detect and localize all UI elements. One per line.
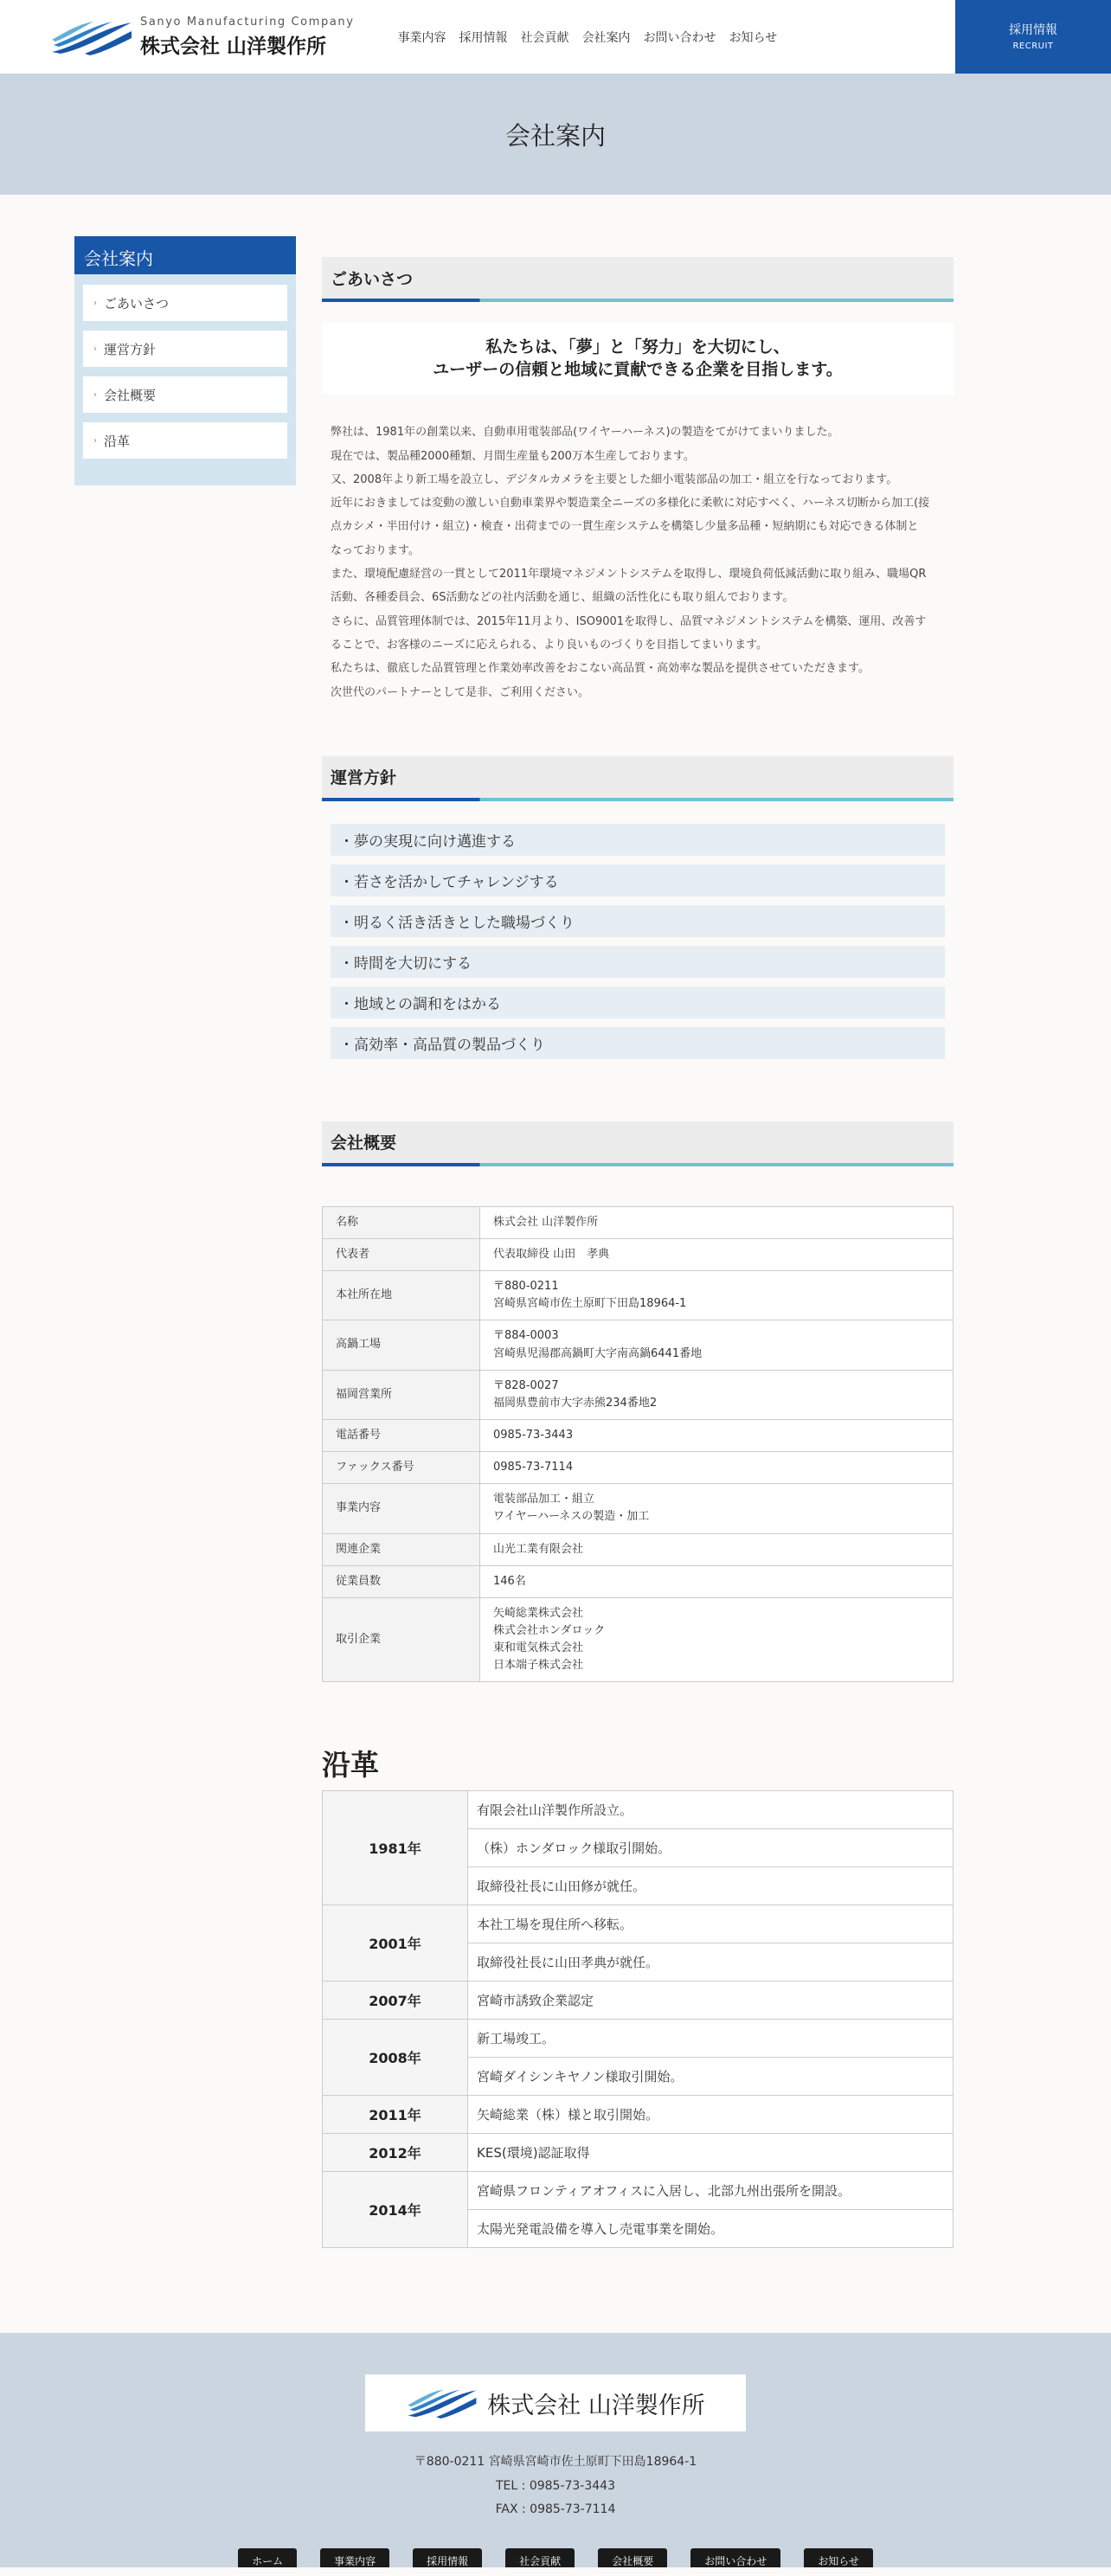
outline-value-line: 株式会社ホンダロック [493,1623,606,1637]
outline-row [323,1597,954,1682]
history-year: 2007年 [323,1982,468,2020]
company-logo-mark [406,2387,478,2419]
sidebar-item-greeting[interactable] [83,285,287,321]
history-row [323,2134,954,2172]
footer-logo[interactable] [365,2374,746,2431]
policy-item: ・若さを活かしてチャレンジする [331,864,945,896]
outline-table [322,1206,954,1683]
main-content [322,236,954,2248]
greeting-line: 近年におきましては変動の激しい自動車業界や製造業全ニーズの多様化に柔軟に対応すべく、ハーネス切断から加工(接 [331,497,930,511]
outline-value-line: 〒884-0003 [493,1329,559,1343]
outline-label: 名称 [323,1206,480,1238]
history-year: 2014年 [323,2172,468,2248]
history-event: 宮崎ダイシンキヤノン様取引開始。 [468,2058,954,2096]
outline-heading: 会社概要 [322,1121,954,1163]
outline-label: 関連企業 [323,1533,480,1565]
sidebar-item-outline[interactable] [83,376,287,413]
page-title-band [0,74,1111,195]
greeting-line: さらに、品質管理体制では、2015年11月より、ISO9001を取得し、品質マネジメントシステムを構築、運用、改善す [331,614,927,628]
history-event: （株）ホンダロック様取引開始。 [468,1829,954,1867]
logo-company-name: 株式会社 山洋製作所 [140,35,327,58]
outline-value [480,1452,954,1484]
greeting-heading: ごあいさつ [322,257,954,299]
policy-item: ・夢の実現に向け邁進する [331,824,945,856]
history-year: 2011年 [323,2096,468,2134]
recruit-button-sub: RECRUIT [1012,42,1054,51]
history-year: 1981年 [323,1791,468,1905]
outline-label: 代表者 [323,1238,480,1270]
sidebar-item-history[interactable] [83,422,287,459]
outline-label: ファックス番号 [323,1452,480,1484]
outline-row [323,1484,954,1533]
chevron-right-icon: › [93,298,97,308]
history-row [323,1905,954,1943]
history-row [323,2096,954,2134]
site-footer [0,2333,1111,2567]
policy-item: ・時間を大切にする [331,946,945,978]
outline-value-line: 宮崎県児湯郡高鍋町大字南高鍋6441番地 [493,1346,703,1360]
site-header [0,0,1111,74]
site-logo[interactable] [50,16,355,59]
outline-value [480,1238,954,1270]
sidebar-title: 会社案内 [74,236,296,274]
footer-nav-news[interactable]: お知らせ [804,2548,873,2568]
greeting-line: 点カシメ・半田付け・組立)・検査・出荷までの一貫生産システムを構築し少量多品種・短納期にも対応できる体制と [331,520,919,534]
nav-company[interactable]: 会社案内 [581,30,631,45]
greeting-line: また、環境配慮経営の一貫として2011年環境マネジメントシステムを取得し、環境負荷低減活動に取り組み、職場QR [331,568,927,581]
outline-row [323,1271,954,1320]
outline-row [323,1565,954,1597]
global-nav [398,29,778,46]
history-row [323,1791,954,1829]
greeting-line: 私たちは、徹底した品質管理と作業効率改善をおこない高品質・高効率な製品を提供させていただきます。 [331,662,870,676]
footer-nav-recruit[interactable]: 採用情報 [413,2548,482,2568]
catch-line-1: 私たちは、「夢」と「努力」を大切にし、 [485,337,790,357]
outline-label: 取引企業 [323,1597,480,1682]
history-event: 宮崎県フロンティアオフィスに入居し、北部九州出張所を開設。 [468,2172,954,2210]
sidebar-item-policy[interactable] [83,331,287,367]
nav-news[interactable]: お知らせ [729,30,778,45]
history-row [323,1982,954,2020]
outline-row [323,1533,954,1565]
outline-value-line: 福岡県豊前市大字赤熊234番地2 [493,1396,658,1410]
history-year: 2001年 [323,1905,468,1982]
page-title: 会社案内 [504,120,606,151]
greeting-line: 活動、各種委員会、6S活動などの社内活動を通じ、組織の活性化にも取り組んでおります。 [331,591,794,605]
footer-nav-social[interactable]: 社会貢献 [505,2548,575,2568]
outline-value [480,1533,954,1565]
nav-business[interactable]: 事業内容 [397,30,446,45]
outline-label: 電話番号 [323,1419,480,1451]
recruit-button-label: 採用情報 [1009,23,1057,37]
policy-list [322,824,954,1059]
greeting-body [322,421,954,704]
outline-value [480,1271,954,1320]
policy-item: ・明るく活き活きとした職場づくり [331,905,945,937]
outline-value-line: 株式会社 山洋製作所 [493,1215,599,1229]
greeting-catchphrase [322,323,954,395]
outline-value-line: 〒880-0211 [493,1280,559,1294]
footer-fax: FAX : 0985-73-7114 [495,2502,616,2517]
greeting-line: 現在では、製品種2000種類、月間生産量も200万本生産しております。 [331,449,695,463]
outline-row [323,1419,954,1451]
outline-value [480,1370,954,1419]
sidebar-list [74,274,296,485]
outline-value [480,1206,954,1238]
chevron-right-icon: › [93,389,97,400]
history-event: 取締役社長に山田孝典が就任。 [468,1943,954,1982]
outline-value [480,1419,954,1451]
outline-value-line: 0985-73-7114 [493,1461,574,1474]
footer-nav-business[interactable]: 事業内容 [320,2548,389,2568]
nav-recruit[interactable]: 採用情報 [459,30,508,45]
footer-tel: TEL : 0985-73-3443 [496,2478,615,2493]
history-event: 矢崎総業（株）様と取引開始。 [468,2096,954,2134]
outline-row [323,1452,954,1484]
history-row [323,2020,954,2058]
outline-value [480,1565,954,1597]
history-year: 2008年 [323,2020,468,2096]
outline-value-line: 山光工業有限会社 [493,1542,584,1556]
nav-contact[interactable]: お問い合わせ [643,30,716,45]
sidebar-item-label: 運営方針 [104,341,157,357]
history-event: 有限会社山洋製作所設立。 [468,1791,954,1829]
sidebar [74,236,296,2248]
chevron-right-icon: › [93,435,97,446]
footer-address: 〒880-0211 宮崎県宮崎市佐土原町下田島18964-1 [414,2455,697,2470]
outline-value-line: 146名 [493,1574,526,1588]
history-year: 2012年 [323,2134,468,2172]
history-event: KES(環境)認証取得 [468,2134,954,2172]
outline-label: 高鍋工場 [323,1320,480,1370]
outline-label: 福岡営業所 [323,1370,480,1419]
greeting-line: 弊社は、1981年の創業以来、自動車用電装部品(ワイヤーハーネス)の製造をてがけてまいりました。 [331,426,839,440]
chevron-right-icon: › [93,344,97,354]
footer-nav-home[interactable]: ホーム [238,2548,297,2568]
history-heading: 沿革 [322,1748,379,1783]
history-event: 宮崎市誘致企業認定 [468,1982,954,2020]
outline-value-line: 宮崎県宮崎市佐土原町下田島18964-1 [493,1297,687,1311]
greeting-section [322,257,954,704]
greeting-line: ることで、お客様のニーズに応えられる、より良いものづくりを目指してまいります。 [331,638,768,652]
outline-value-line: 〒828-0027 [493,1378,559,1392]
catch-line-2: ユーザーの信頼と地域に貢献できる企業を目指します。 [433,359,843,379]
sidebar-item-label: 会社概要 [104,387,157,403]
outline-value [480,1484,954,1533]
footer-nav [0,2548,1111,2568]
greeting-line: 次世代のパートナーとして是非、ご利用ください。 [331,685,590,699]
policy-item: ・地域との調和をはかる [331,986,945,1018]
content-wrap [0,195,1111,2248]
recruit-button[interactable] [955,0,1111,74]
history-table [322,1790,954,2248]
history-event: 太陽光発電設備を導入し売電事業を開始。 [468,2210,954,2248]
greeting-line: なっております。 [331,543,420,557]
outline-label: 従業員数 [323,1565,480,1597]
footer-nav-company[interactable]: 会社概要 [598,2548,667,2568]
nav-social[interactable]: 社会貢献 [520,30,569,45]
outline-value-line: 日本端子株式会社 [493,1659,584,1673]
outline-row [323,1370,954,1419]
greeting-line: 又、2008年より新工場を設立し、デジタルカメラを主要とした細小電装部品の加工・組立を行なっております。 [331,472,898,486]
outline-label: 事業内容 [323,1484,480,1533]
outline-value [480,1320,954,1370]
outline-section [322,1121,954,1683]
logo-subtitle: Sanyo Manufacturing Company [140,15,355,29]
policy-item: ・高効率・高品質の製品づくり [331,1027,945,1059]
outline-value-line: 代表取締役 山田 孝典 [493,1247,610,1261]
footer-nav-contact[interactable]: お問い合わせ [690,2548,780,2568]
history-event: 取締役社長に山田修が就任。 [468,1867,954,1905]
outline-row [323,1320,954,1370]
history-row [323,2172,954,2210]
outline-value-line: 電装部品加工・組立 [493,1493,595,1506]
outline-value-line: 東和電気株式会社 [493,1641,584,1655]
policy-heading: 運営方針 [322,756,954,798]
outline-value-line: 0985-73-3443 [493,1428,574,1442]
history-section [322,1743,954,2248]
company-logo-mark [50,19,133,55]
policy-section [322,756,954,1059]
sidebar-item-label: ごあいさつ [104,295,170,312]
outline-label: 本社所在地 [323,1271,480,1320]
outline-value-line: 矢崎総業株式会社 [493,1606,584,1620]
footer-info [0,2451,1111,2522]
sidebar-item-label: 沿革 [104,433,131,449]
outline-value [480,1597,954,1682]
outline-value-line: ワイヤーハーネスの製造・加工 [493,1510,650,1524]
outline-row [323,1206,954,1238]
history-event: 本社工場を現住所へ移転。 [468,1905,954,1943]
history-event: 新工場竣工。 [468,2020,954,2058]
footer-company-name: 株式会社 山洋製作所 [487,2392,705,2419]
outline-row [323,1238,954,1270]
